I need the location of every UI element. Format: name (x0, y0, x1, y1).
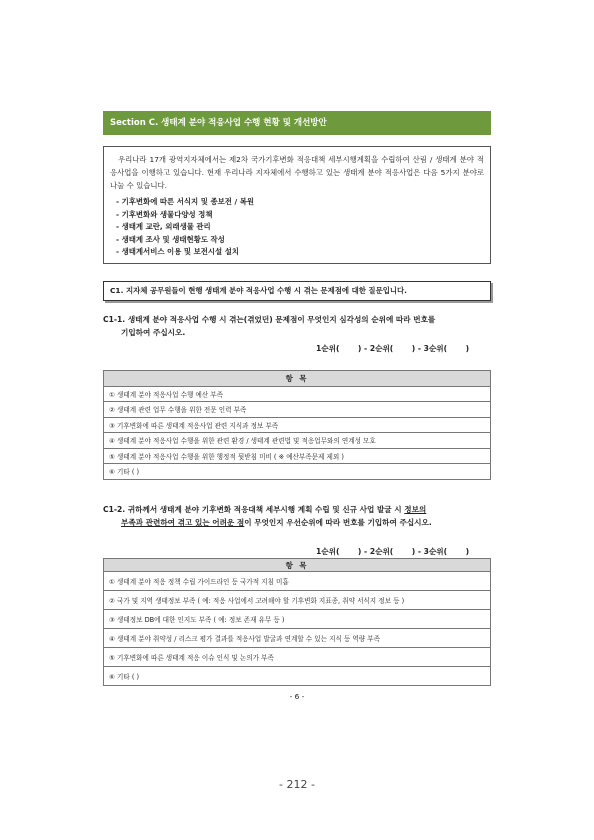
q1-title (103, 313, 493, 339)
q2-title (103, 503, 493, 529)
intro-box (103, 146, 491, 264)
q1-option: ① 생태계 분야 적응사업 수행 예산 부족 (104, 386, 491, 402)
q1-options-table (103, 370, 491, 480)
q1-option: ⑤ 생태계 분야 적응사업 수행을 위한 행정적 뒷받침 미비 ( ※ 예산부족문제 제외 ) (104, 448, 491, 464)
c1-question-header (103, 281, 491, 301)
q2-rank-line: 1순위( ) - 2순위( ) - 3순위( ) (316, 547, 470, 556)
q2-option: ④ 생태계 분야 취약성 / 리스크 평가 결과를 적응사업 발굴과 연계할 수 있는 지식 등 역량 부족 (104, 629, 491, 648)
intro-list-item: - 생태계 조사 및 생태현황도 작성 (116, 234, 484, 247)
q2-option: ① 생태계 분야 적응 정책 수립 가이드라인 등 국가적 지침 미흡 (104, 572, 491, 591)
outer-page-number: - 212 - (279, 778, 315, 791)
q2-option: ⑤ 기후변화에 따른 생태계 적응 이슈 인식 및 논의가 부족 (104, 648, 491, 667)
q1-rank-line: 1순위( ) - 2순위( ) - 3순위( ) (316, 344, 470, 353)
intro-list-item: - 기후변화와 생물다양성 정책 (116, 209, 484, 222)
q1-option: ② 생태계 관련 업무 수행을 위한 전문 인력 부족 (104, 402, 491, 418)
q2-option: ⑥ 기타 ( ) (104, 667, 491, 686)
q2-title-line2a: 부족과 관련하여 겪고 있는 어려운 점 (121, 518, 245, 527)
q2-title-line1a: C1-2. 귀하께서 생태계 분야 기후변화 적응대책 세부시행 계획 수립 및 신규 사업 발굴 시 (103, 505, 405, 514)
c1-header-text: C1. 지자체 공무원들이 현행 생태계 분야 적응사업 수행 시 겪는 문제점에 대한 질문입니다. (110, 286, 407, 295)
q1-option: ③ 기후변화에 따른 생태계 적응사업 관련 지식과 정보 부족 (104, 417, 491, 433)
q2-title-line2b: 이 무엇인지 우선순위에 따라 번호를 기입하여 주십시오. (244, 518, 432, 527)
section-title: Section C. 생태계 분야 적응사업 수행 현황 및 개선방안 (110, 118, 327, 128)
q2-table-header: 항 목 (104, 559, 491, 572)
q2-option: ③ 생태정보 DB에 대한 인지도 부족 ( 예: 정보 존재 유무 등 ) (104, 610, 491, 629)
q2-option: ② 국가 및 지역 생태정보 부족 ( 예: 적응 사업에서 고려해야 할 기후변화 지표종, 취약 서식지 정보 등 ) (104, 591, 491, 610)
inner-page-number: - 6 - (289, 692, 305, 701)
q2-options-table (103, 558, 491, 686)
q1-title-line2: 기입하여 주십시오. (121, 328, 186, 337)
intro-list-item: - 기후변화에 따른 서식지 및 종보전 / 복원 (116, 196, 484, 209)
intro-list-item: - 생태계서비스 이용 및 보전시설 설치 (116, 246, 484, 259)
q1-table-header: 항 목 (104, 371, 491, 387)
q1-option: ④ 생태계 분야 적응사업 수행을 위한 관련 환경 / 생태계 관련법 및 적응업무와의 연계성 모호 (104, 433, 491, 449)
intro-list-item: - 생태계 교란, 외래생물 관리 (116, 221, 484, 234)
q1-option: ⑥ 기타 ( ) (104, 464, 491, 480)
intro-list (116, 196, 484, 259)
intro-paragraph: 우리나라 17개 광역지자체에서는 제2차 국가기후변화 적응대책 세부시행계획을 수립하여 산림 / 생태계 분야 적응사업을 이행하고 있습니다. 현재 우리나라 지자체에서 수행하고 있는 생태계 분야 적응사업은 다음 5가지 분야로 나눌 수 있습니다. (110, 155, 484, 190)
q1-title-line1: C1-1. 생태계 분야 적응사업 수행 시 겪는(겪었던) 문제점이 무엇인지 심각성의 순위에 따라 번호를 (103, 315, 436, 324)
section-title-bar (103, 111, 491, 135)
q2-title-line1b: 정보의 (404, 505, 427, 514)
